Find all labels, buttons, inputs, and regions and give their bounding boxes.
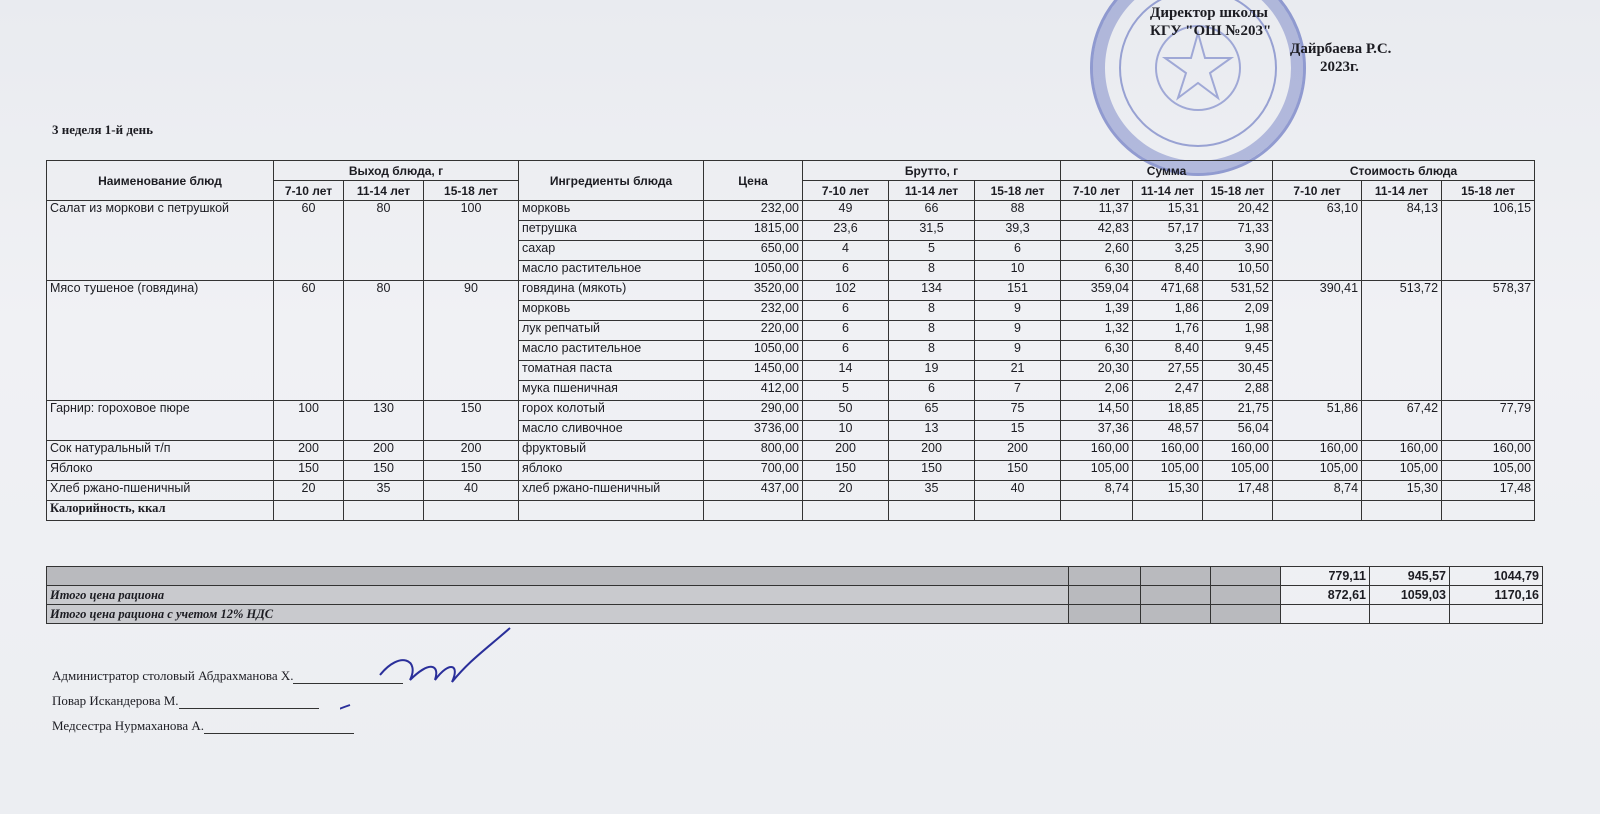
ingredient-sum: 1,39 <box>1061 301 1133 321</box>
ingredient-brutto: 134 <box>889 281 975 301</box>
totals-spacer <box>1211 605 1281 624</box>
ingredient-price: 1815,00 <box>704 221 803 241</box>
dish-cost: 578,37 <box>1442 281 1535 401</box>
header-sum-age1: 7-10 лет <box>1061 181 1133 201</box>
header-brutto: Брутто, г <box>803 161 1061 181</box>
ingredient-name: мука пшеничная <box>519 381 704 401</box>
dish-yield: 60 <box>274 201 344 281</box>
dish-yield: 150 <box>344 461 424 481</box>
ingredient-brutto: 35 <box>889 481 975 501</box>
ingredient-price: 220,00 <box>704 321 803 341</box>
ingredient-sum: 1,86 <box>1133 301 1203 321</box>
ingredient-brutto: 14 <box>803 361 889 381</box>
ingredient-sum: 2,09 <box>1203 301 1273 321</box>
ingredient-brutto: 8 <box>889 301 975 321</box>
ingredient-price: 1450,00 <box>704 361 803 381</box>
dish-cost: 160,00 <box>1442 441 1535 461</box>
header-brutto-age2: 11-14 лет <box>889 181 975 201</box>
empty-cell <box>1061 501 1133 521</box>
dish-yield: 80 <box>344 281 424 401</box>
header-cost-age1: 7-10 лет <box>1273 181 1362 201</box>
ingredient-brutto: 75 <box>975 401 1061 421</box>
ingredient-brutto: 9 <box>975 341 1061 361</box>
ingredient-price: 412,00 <box>704 381 803 401</box>
ingredient-brutto: 9 <box>975 301 1061 321</box>
ingredient-brutto: 9 <box>975 321 1061 341</box>
ingredient-brutto: 8 <box>889 321 975 341</box>
ingredient-price: 700,00 <box>704 461 803 481</box>
header-ingredients: Ингредиенты блюда <box>519 161 704 201</box>
dish-cost: 51,86 <box>1273 401 1362 441</box>
ingredient-brutto: 88 <box>975 201 1061 221</box>
ingredient-brutto: 102 <box>803 281 889 301</box>
ingredient-brutto: 13 <box>889 421 975 441</box>
dish-name: Гарнир: гороховое пюре <box>47 401 274 441</box>
menu-body <box>47 201 1535 521</box>
ingredient-sum: 2,06 <box>1061 381 1133 401</box>
ingredient-brutto: 23,6 <box>803 221 889 241</box>
dish-name: Хлеб ржано-пшеничный <box>47 481 274 501</box>
ingredient-brutto: 66 <box>889 201 975 221</box>
ingredient-sum: 56,04 <box>1203 421 1273 441</box>
dish-name: Мясо тушеное (говядина) <box>47 281 274 401</box>
ingredient-sum: 37,36 <box>1061 421 1133 441</box>
ingredient-sum: 20,30 <box>1061 361 1133 381</box>
dish-yield: 90 <box>424 281 519 401</box>
ingredient-price: 290,00 <box>704 401 803 421</box>
approval-year: 2023г. <box>1320 59 1359 75</box>
ingredient-name: горох колотый <box>519 401 704 421</box>
ingredient-sum: 8,74 <box>1061 481 1133 501</box>
header-sum-age2: 11-14 лет <box>1133 181 1203 201</box>
ingredient-sum: 11,37 <box>1061 201 1133 221</box>
totals-value: 779,11 <box>1281 567 1370 586</box>
handwritten-signatures <box>340 620 530 750</box>
ingredient-name: томатная паста <box>519 361 704 381</box>
ingredient-brutto: 6 <box>889 381 975 401</box>
ingredient-brutto: 150 <box>889 461 975 481</box>
ingredient-brutto: 6 <box>803 261 889 281</box>
ingredient-brutto: 19 <box>889 361 975 381</box>
ingredient-brutto: 150 <box>803 461 889 481</box>
ingredient-sum: 1,98 <box>1203 321 1273 341</box>
header-dish: Наименование блюд <box>47 161 274 201</box>
ingredient-brutto: 150 <box>975 461 1061 481</box>
approval-block <box>1150 4 1450 76</box>
totals-row <box>47 605 1543 624</box>
ingredient-sum: 105,00 <box>1203 461 1273 481</box>
ingredient-sum: 17,48 <box>1203 481 1273 501</box>
table-row <box>47 461 1535 481</box>
ingredient-name: морковь <box>519 201 704 221</box>
ingredient-sum: 10,50 <box>1203 261 1273 281</box>
empty-cell <box>1133 501 1203 521</box>
week-label: 3 неделя 1-й день <box>52 122 154 137</box>
dish-cost: 63,10 <box>1273 201 1362 281</box>
dish-yield: 150 <box>424 461 519 481</box>
ingredient-sum: 2,88 <box>1203 381 1273 401</box>
dish-cost: 15,30 <box>1362 481 1442 501</box>
dish-yield: 150 <box>424 401 519 441</box>
ingredient-brutto: 20 <box>803 481 889 501</box>
ingredient-brutto: 7 <box>975 381 1061 401</box>
signature-admin-label: Администратор столовый Абдрахманова Х. <box>52 668 294 683</box>
signature-nurse-label: Медсестра Нурмаханова А. <box>52 718 205 733</box>
ingredient-sum: 1,76 <box>1133 321 1203 341</box>
header-cost: Стоимость блюда <box>1273 161 1535 181</box>
dish-cost: 513,72 <box>1362 281 1442 401</box>
totals-value <box>1450 605 1543 624</box>
empty-cell <box>975 501 1061 521</box>
ingredient-brutto: 8 <box>889 341 975 361</box>
ingredient-sum: 18,85 <box>1133 401 1203 421</box>
totals-spacer <box>1141 586 1211 605</box>
empty-cell <box>1442 501 1535 521</box>
ingredient-brutto: 200 <box>975 441 1061 461</box>
dish-yield: 100 <box>274 401 344 441</box>
ingredient-name: говядина (мякоть) <box>519 281 704 301</box>
dish-yield: 35 <box>344 481 424 501</box>
totals-row <box>47 586 1543 605</box>
ingredient-sum: 1,32 <box>1061 321 1133 341</box>
ingredient-brutto: 6 <box>803 301 889 321</box>
approval-director: Директор школы <box>1150 5 1268 21</box>
totals-value: 872,61 <box>1281 586 1370 605</box>
ingredient-sum: 471,68 <box>1133 281 1203 301</box>
empty-cell <box>344 501 424 521</box>
table-row <box>47 281 1535 301</box>
ingredient-brutto: 6 <box>803 321 889 341</box>
ingredient-brutto: 200 <box>803 441 889 461</box>
ingredient-brutto: 5 <box>803 381 889 401</box>
ingredient-brutto: 50 <box>803 401 889 421</box>
dish-cost: 160,00 <box>1273 441 1362 461</box>
ingredient-sum: 2,47 <box>1133 381 1203 401</box>
ingredient-brutto: 39,3 <box>975 221 1061 241</box>
empty-cell <box>803 501 889 521</box>
ingredient-sum: 160,00 <box>1203 441 1273 461</box>
totals-value <box>1370 605 1450 624</box>
dish-cost: 84,13 <box>1362 201 1442 281</box>
table-row <box>47 441 1535 461</box>
ingredient-name: масло растительное <box>519 341 704 361</box>
ingredient-price: 800,00 <box>704 441 803 461</box>
header-yield-age1: 7-10 лет <box>274 181 344 201</box>
ingredient-brutto: 10 <box>975 261 1061 281</box>
ingredient-price: 1050,00 <box>704 261 803 281</box>
ingredient-sum: 9,45 <box>1203 341 1273 361</box>
empty-cell <box>1203 501 1273 521</box>
ingredient-name: петрушка <box>519 221 704 241</box>
totals-spacer <box>1069 605 1141 624</box>
ingredient-brutto: 6 <box>975 241 1061 261</box>
ingredient-name: яблоко <box>519 461 704 481</box>
dish-cost: 67,42 <box>1362 401 1442 441</box>
dish-name: Яблоко <box>47 461 274 481</box>
table-row <box>47 201 1535 221</box>
menu-table <box>46 160 1535 521</box>
ingredient-sum: 160,00 <box>1133 441 1203 461</box>
ingredient-price: 3520,00 <box>704 281 803 301</box>
dish-cost: 105,00 <box>1362 461 1442 481</box>
totals-label: Итого цена рациона с учетом 12% НДС <box>47 605 1069 624</box>
ingredient-price: 3736,00 <box>704 421 803 441</box>
empty-cell <box>1273 501 1362 521</box>
dish-yield: 150 <box>274 461 344 481</box>
totals-spacer <box>1211 567 1281 586</box>
header-sum: Сумма <box>1061 161 1273 181</box>
totals-value: 1059,03 <box>1370 586 1450 605</box>
ingredient-sum: 48,57 <box>1133 421 1203 441</box>
ingredient-name: фруктовый <box>519 441 704 461</box>
totals-spacer <box>1141 567 1211 586</box>
ingredient-sum: 15,30 <box>1133 481 1203 501</box>
ingredient-brutto: 4 <box>803 241 889 261</box>
ingredient-brutto: 10 <box>803 421 889 441</box>
ingredient-sum: 42,83 <box>1061 221 1133 241</box>
dish-name: Сок натуральный т/п <box>47 441 274 461</box>
ingredient-brutto: 31,5 <box>889 221 975 241</box>
ingredient-price: 232,00 <box>704 301 803 321</box>
header-cost-age2: 11-14 лет <box>1362 181 1442 201</box>
calories-label: Калорийность, ккал <box>47 501 274 521</box>
signature-cook-label: Повар Искандерова М. <box>52 693 179 708</box>
ingredient-brutto: 49 <box>803 201 889 221</box>
ingredient-sum: 3,90 <box>1203 241 1273 261</box>
header-yield-age2: 11-14 лет <box>344 181 424 201</box>
dish-cost: 77,79 <box>1442 401 1535 441</box>
table-row <box>47 481 1535 501</box>
signature-cook <box>52 693 319 709</box>
ingredient-sum: 6,30 <box>1061 341 1133 361</box>
totals-label: Итого цена рациона <box>47 586 1069 605</box>
ingredient-sum: 6,30 <box>1061 261 1133 281</box>
totals-spacer <box>1211 586 1281 605</box>
dish-cost: 17,48 <box>1442 481 1535 501</box>
ingredient-name: лук репчатый <box>519 321 704 341</box>
dish-yield: 200 <box>344 441 424 461</box>
totals-value: 1044,79 <box>1450 567 1543 586</box>
dish-yield: 200 <box>274 441 344 461</box>
ingredient-sum: 359,04 <box>1061 281 1133 301</box>
totals-table <box>46 566 1543 624</box>
header-yield: Выход блюда, г <box>274 161 519 181</box>
ingredient-sum: 15,31 <box>1133 201 1203 221</box>
dish-yield: 60 <box>274 281 344 401</box>
ingredient-sum: 8,40 <box>1133 261 1203 281</box>
dish-name: Салат из моркови с петрушкой <box>47 201 274 281</box>
dish-cost: 8,74 <box>1273 481 1362 501</box>
totals-spacer <box>1069 567 1141 586</box>
ingredient-brutto: 8 <box>889 261 975 281</box>
ingredient-price: 232,00 <box>704 201 803 221</box>
ingredient-brutto: 5 <box>889 241 975 261</box>
ingredient-name: масло растительное <box>519 261 704 281</box>
ingredient-name: хлеб ржано-пшеничный <box>519 481 704 501</box>
ingredient-sum: 105,00 <box>1061 461 1133 481</box>
calories-row <box>47 501 1535 521</box>
ingredient-sum: 27,55 <box>1133 361 1203 381</box>
ingredient-brutto: 65 <box>889 401 975 421</box>
totals-value: 1170,16 <box>1450 586 1543 605</box>
totals-row <box>47 567 1543 586</box>
ingredient-sum: 71,33 <box>1203 221 1273 241</box>
totals-spacer <box>1069 586 1141 605</box>
dish-yield: 100 <box>424 201 519 281</box>
ingredient-name: морковь <box>519 301 704 321</box>
dish-yield: 200 <box>424 441 519 461</box>
ingredient-name: сахар <box>519 241 704 261</box>
dish-yield: 40 <box>424 481 519 501</box>
ingredient-sum: 21,75 <box>1203 401 1273 421</box>
ingredient-sum: 14,50 <box>1061 401 1133 421</box>
ingredient-price: 437,00 <box>704 481 803 501</box>
header-sum-age3: 15-18 лет <box>1203 181 1273 201</box>
ingredient-brutto: 40 <box>975 481 1061 501</box>
approval-school: КГУ "ОШ №203" <box>1150 23 1272 39</box>
dish-cost: 105,00 <box>1273 461 1362 481</box>
ingredient-brutto: 21 <box>975 361 1061 381</box>
dish-cost: 106,15 <box>1442 201 1535 281</box>
empty-cell <box>889 501 975 521</box>
ingredient-price: 1050,00 <box>704 341 803 361</box>
header-brutto-age3: 15-18 лет <box>975 181 1061 201</box>
dish-cost: 105,00 <box>1442 461 1535 481</box>
totals-value <box>1281 605 1370 624</box>
empty-cell <box>1362 501 1442 521</box>
signature-nurse <box>52 718 354 734</box>
dish-yield: 20 <box>274 481 344 501</box>
ingredient-sum: 30,45 <box>1203 361 1273 381</box>
totals-value: 945,57 <box>1370 567 1450 586</box>
totals-spacer <box>1141 605 1211 624</box>
ingredient-sum: 3,25 <box>1133 241 1203 261</box>
header-yield-age3: 15-18 лет <box>424 181 519 201</box>
ingredient-sum: 57,17 <box>1133 221 1203 241</box>
header-brutto-age1: 7-10 лет <box>803 181 889 201</box>
ingredient-price: 650,00 <box>704 241 803 261</box>
ingredient-sum: 531,52 <box>1203 281 1273 301</box>
empty-cell <box>519 501 704 521</box>
ingredient-brutto: 151 <box>975 281 1061 301</box>
empty-cell <box>274 501 344 521</box>
ingredient-brutto: 15 <box>975 421 1061 441</box>
ingredient-name: масло сливочное <box>519 421 704 441</box>
ingredient-sum: 20,42 <box>1203 201 1273 221</box>
ingredient-sum: 8,40 <box>1133 341 1203 361</box>
empty-cell <box>704 501 803 521</box>
ingredient-sum: 160,00 <box>1061 441 1133 461</box>
ingredient-sum: 105,00 <box>1133 461 1203 481</box>
approval-name: Дайрбаева Р.С. <box>1290 41 1392 57</box>
ingredient-brutto: 200 <box>889 441 975 461</box>
table-row <box>47 401 1535 421</box>
empty-cell <box>424 501 519 521</box>
header-price: Цена <box>704 161 803 201</box>
header-cost-age3: 15-18 лет <box>1442 181 1535 201</box>
dish-cost: 390,41 <box>1273 281 1362 401</box>
dish-yield: 130 <box>344 401 424 441</box>
ingredient-sum: 2,60 <box>1061 241 1133 261</box>
dish-yield: 80 <box>344 201 424 281</box>
ingredient-brutto: 6 <box>803 341 889 361</box>
totals-label <box>47 567 1069 586</box>
dish-cost: 160,00 <box>1362 441 1442 461</box>
